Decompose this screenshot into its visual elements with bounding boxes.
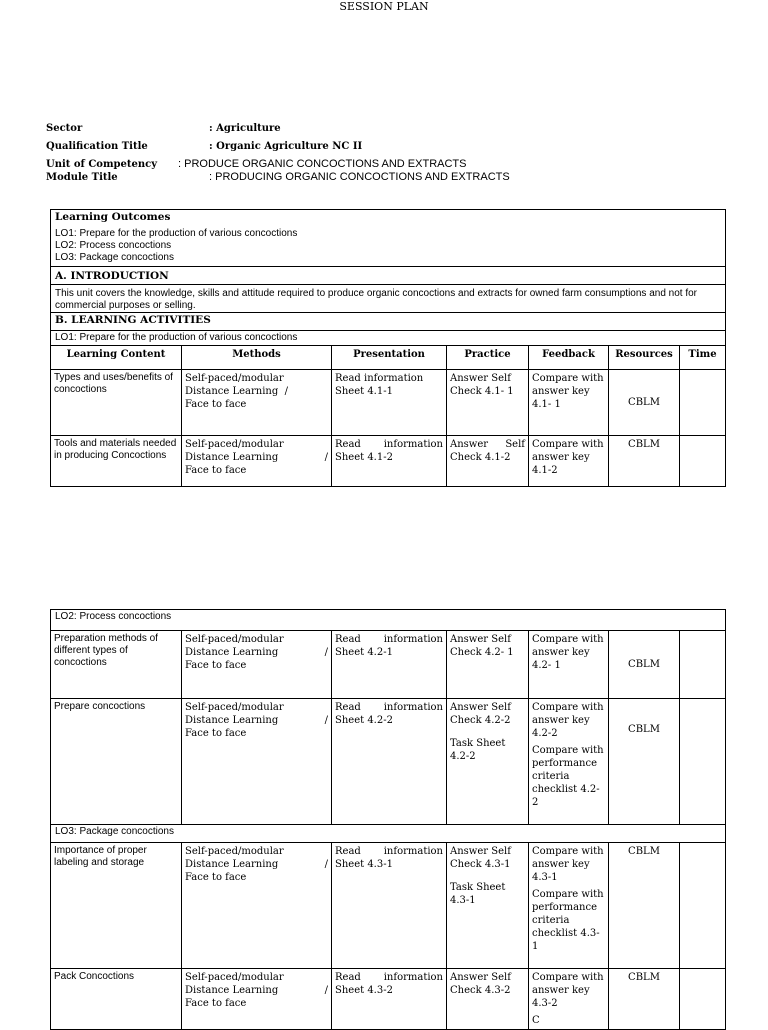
time-cell	[680, 843, 726, 969]
table-row	[51, 370, 726, 436]
learning-activities-heading: B. LEARNING ACTIVITIES	[51, 313, 726, 331]
practice-cell: Answer Self Check 4.3-2	[447, 969, 529, 1030]
practice-cell: Answer Self Check 4.1- 1	[447, 370, 529, 436]
introduction-text-row	[51, 285, 726, 313]
col-methods: Methods	[182, 346, 332, 370]
resources-cell: CBLM	[609, 699, 680, 825]
col-practice: Practice	[447, 346, 529, 370]
learning-activities-heading-row	[51, 313, 726, 331]
resources-cell: CBLM	[609, 631, 680, 699]
time-cell	[680, 699, 726, 825]
lo3-row	[51, 825, 726, 843]
column-header-row	[51, 346, 726, 370]
session-table-top	[50, 209, 726, 487]
feedback-cell: Compare with answer key 4.2- 1	[529, 631, 609, 699]
sector-label: Sector	[46, 123, 83, 134]
table-row	[51, 631, 726, 699]
presentation-cell: Read information Sheet 4.3-2	[332, 969, 447, 1030]
session-table-bottom	[50, 609, 726, 1030]
lo2-text: LO2: Process concoctions	[55, 240, 172, 251]
practice-cell: Answer Self Check 4.3-1 Task Sheet 4.3-1	[447, 843, 529, 969]
table-row	[51, 436, 726, 487]
practice-cell: Answer Self Check 4.2-2 Task Sheet 4.2-2	[447, 699, 529, 825]
presentation-cell: Read information Sheet 4.2-2	[332, 699, 447, 825]
col-presentation: Presentation	[332, 346, 447, 370]
col-feedback: Feedback	[529, 346, 609, 370]
col-resources: Resources	[609, 346, 680, 370]
col-learning-content: Learning Content	[51, 346, 182, 370]
table-row	[51, 969, 726, 1030]
resources-cell: CBLM	[609, 843, 680, 969]
feedback-cell: Compare with answer key 4.1-2	[529, 436, 609, 487]
presentation-cell: Read information Sheet 4.3-1	[332, 843, 447, 969]
learning-content-cell: Prepare concoctions	[51, 699, 182, 825]
methods-line: Self-paced/modular	[185, 439, 284, 450]
introduction-text: This unit covers the knowledge, skills and attitude required to produce organic concoctions and extracts for owned farm consumptions and not for commercial purposes or selling.	[51, 285, 726, 313]
col-time: Time	[680, 346, 726, 370]
feedback-cell: Compare with answer key 4.3-2 C	[529, 969, 609, 1030]
presentation-cell: Read information Sheet 4.1-2	[332, 436, 447, 487]
learning-outcomes-heading: Learning Outcomes	[55, 211, 171, 223]
methods-cell: Self-paced/modular Distance Learning / Face to face	[182, 843, 332, 969]
methods-cell: Self-paced/modular Distance Learning / Face to face	[182, 631, 332, 699]
feedback-cell: Compare with answer key 4.1- 1	[529, 370, 609, 436]
time-cell	[680, 370, 726, 436]
methods-line: Face to face	[185, 465, 247, 476]
methods-cell: Self-paced/modular Distance Learning / Face to face	[182, 699, 332, 825]
lo1-text: LO1: Prepare for the production of various concoctions	[55, 228, 298, 239]
lo3-row-label: LO3: Package concoctions	[51, 825, 726, 843]
unit-value: : PRODUCE ORGANIC CONCOCTIONS AND EXTRACTS	[178, 158, 467, 170]
feedback-cell: Compare with answer key 4.2-2 Compare with performance criteria checklist 4.2-2	[529, 699, 609, 825]
methods-line: Face to face	[185, 399, 247, 410]
learning-content-cell: Types and uses/benefits of concoctions	[51, 370, 182, 436]
unit-label: Unit of Competency	[46, 159, 158, 170]
table-row	[51, 843, 726, 969]
lo1-row	[51, 331, 726, 346]
feedback-cell: Compare with answer key 4.3-1 Compare with performance criteria checklist 4.3-1	[529, 843, 609, 969]
sector-value: : Agriculture	[209, 123, 281, 134]
module-label: Module Title	[46, 172, 118, 183]
lo2-row	[51, 610, 726, 631]
time-cell	[680, 631, 726, 699]
lo3-text: LO3: Package concoctions	[55, 252, 174, 263]
practice-cell: Answer Self Check 4.2- 1	[447, 631, 529, 699]
qualification-value: : Organic Agriculture NC II	[209, 141, 363, 152]
methods-cell: Self-paced/modular Distance Learning / Face to face	[182, 969, 332, 1030]
methods-line: Distance Learning /	[185, 386, 288, 397]
lo1-row-label: LO1: Prepare for the production of various concoctions	[51, 331, 726, 346]
page-title: SESSION PLAN	[339, 0, 429, 13]
introduction-heading-row	[51, 267, 726, 285]
qualification-label: Qualification Title	[46, 141, 148, 152]
methods-cell	[182, 370, 332, 436]
methods-cell	[182, 436, 332, 487]
presentation-cell: Read information Sheet 4.1-1	[332, 370, 447, 436]
learning-content-cell: Importance of proper labeling and storage	[51, 843, 182, 969]
methods-line: Distance Learning /	[185, 452, 328, 463]
lo2-row-label: LO2: Process concoctions	[51, 610, 726, 631]
resources-cell: CBLM	[609, 436, 680, 487]
module-value: : PRODUCING ORGANIC CONCOCTIONS AND EXTRACTS	[209, 171, 510, 183]
learning-outcomes-row	[51, 210, 726, 267]
presentation-cell: Read information Sheet 4.2-1	[332, 631, 447, 699]
introduction-heading: A. INTRODUCTION	[51, 267, 726, 285]
methods-line: Self-paced/modular	[185, 373, 284, 384]
resources-cell: CBLM	[609, 969, 680, 1030]
learning-content-cell: Pack Concoctions	[51, 969, 182, 1030]
time-cell	[680, 436, 726, 487]
table-row	[51, 699, 726, 825]
practice-cell: Answer Self Check 4.1-2	[447, 436, 529, 487]
resources-cell: CBLM	[609, 370, 680, 436]
learning-content-cell: Tools and materials needed in producing Concoctions	[51, 436, 182, 487]
time-cell	[680, 969, 726, 1030]
learning-content-cell: Preparation methods of different types of concoctions	[51, 631, 182, 699]
